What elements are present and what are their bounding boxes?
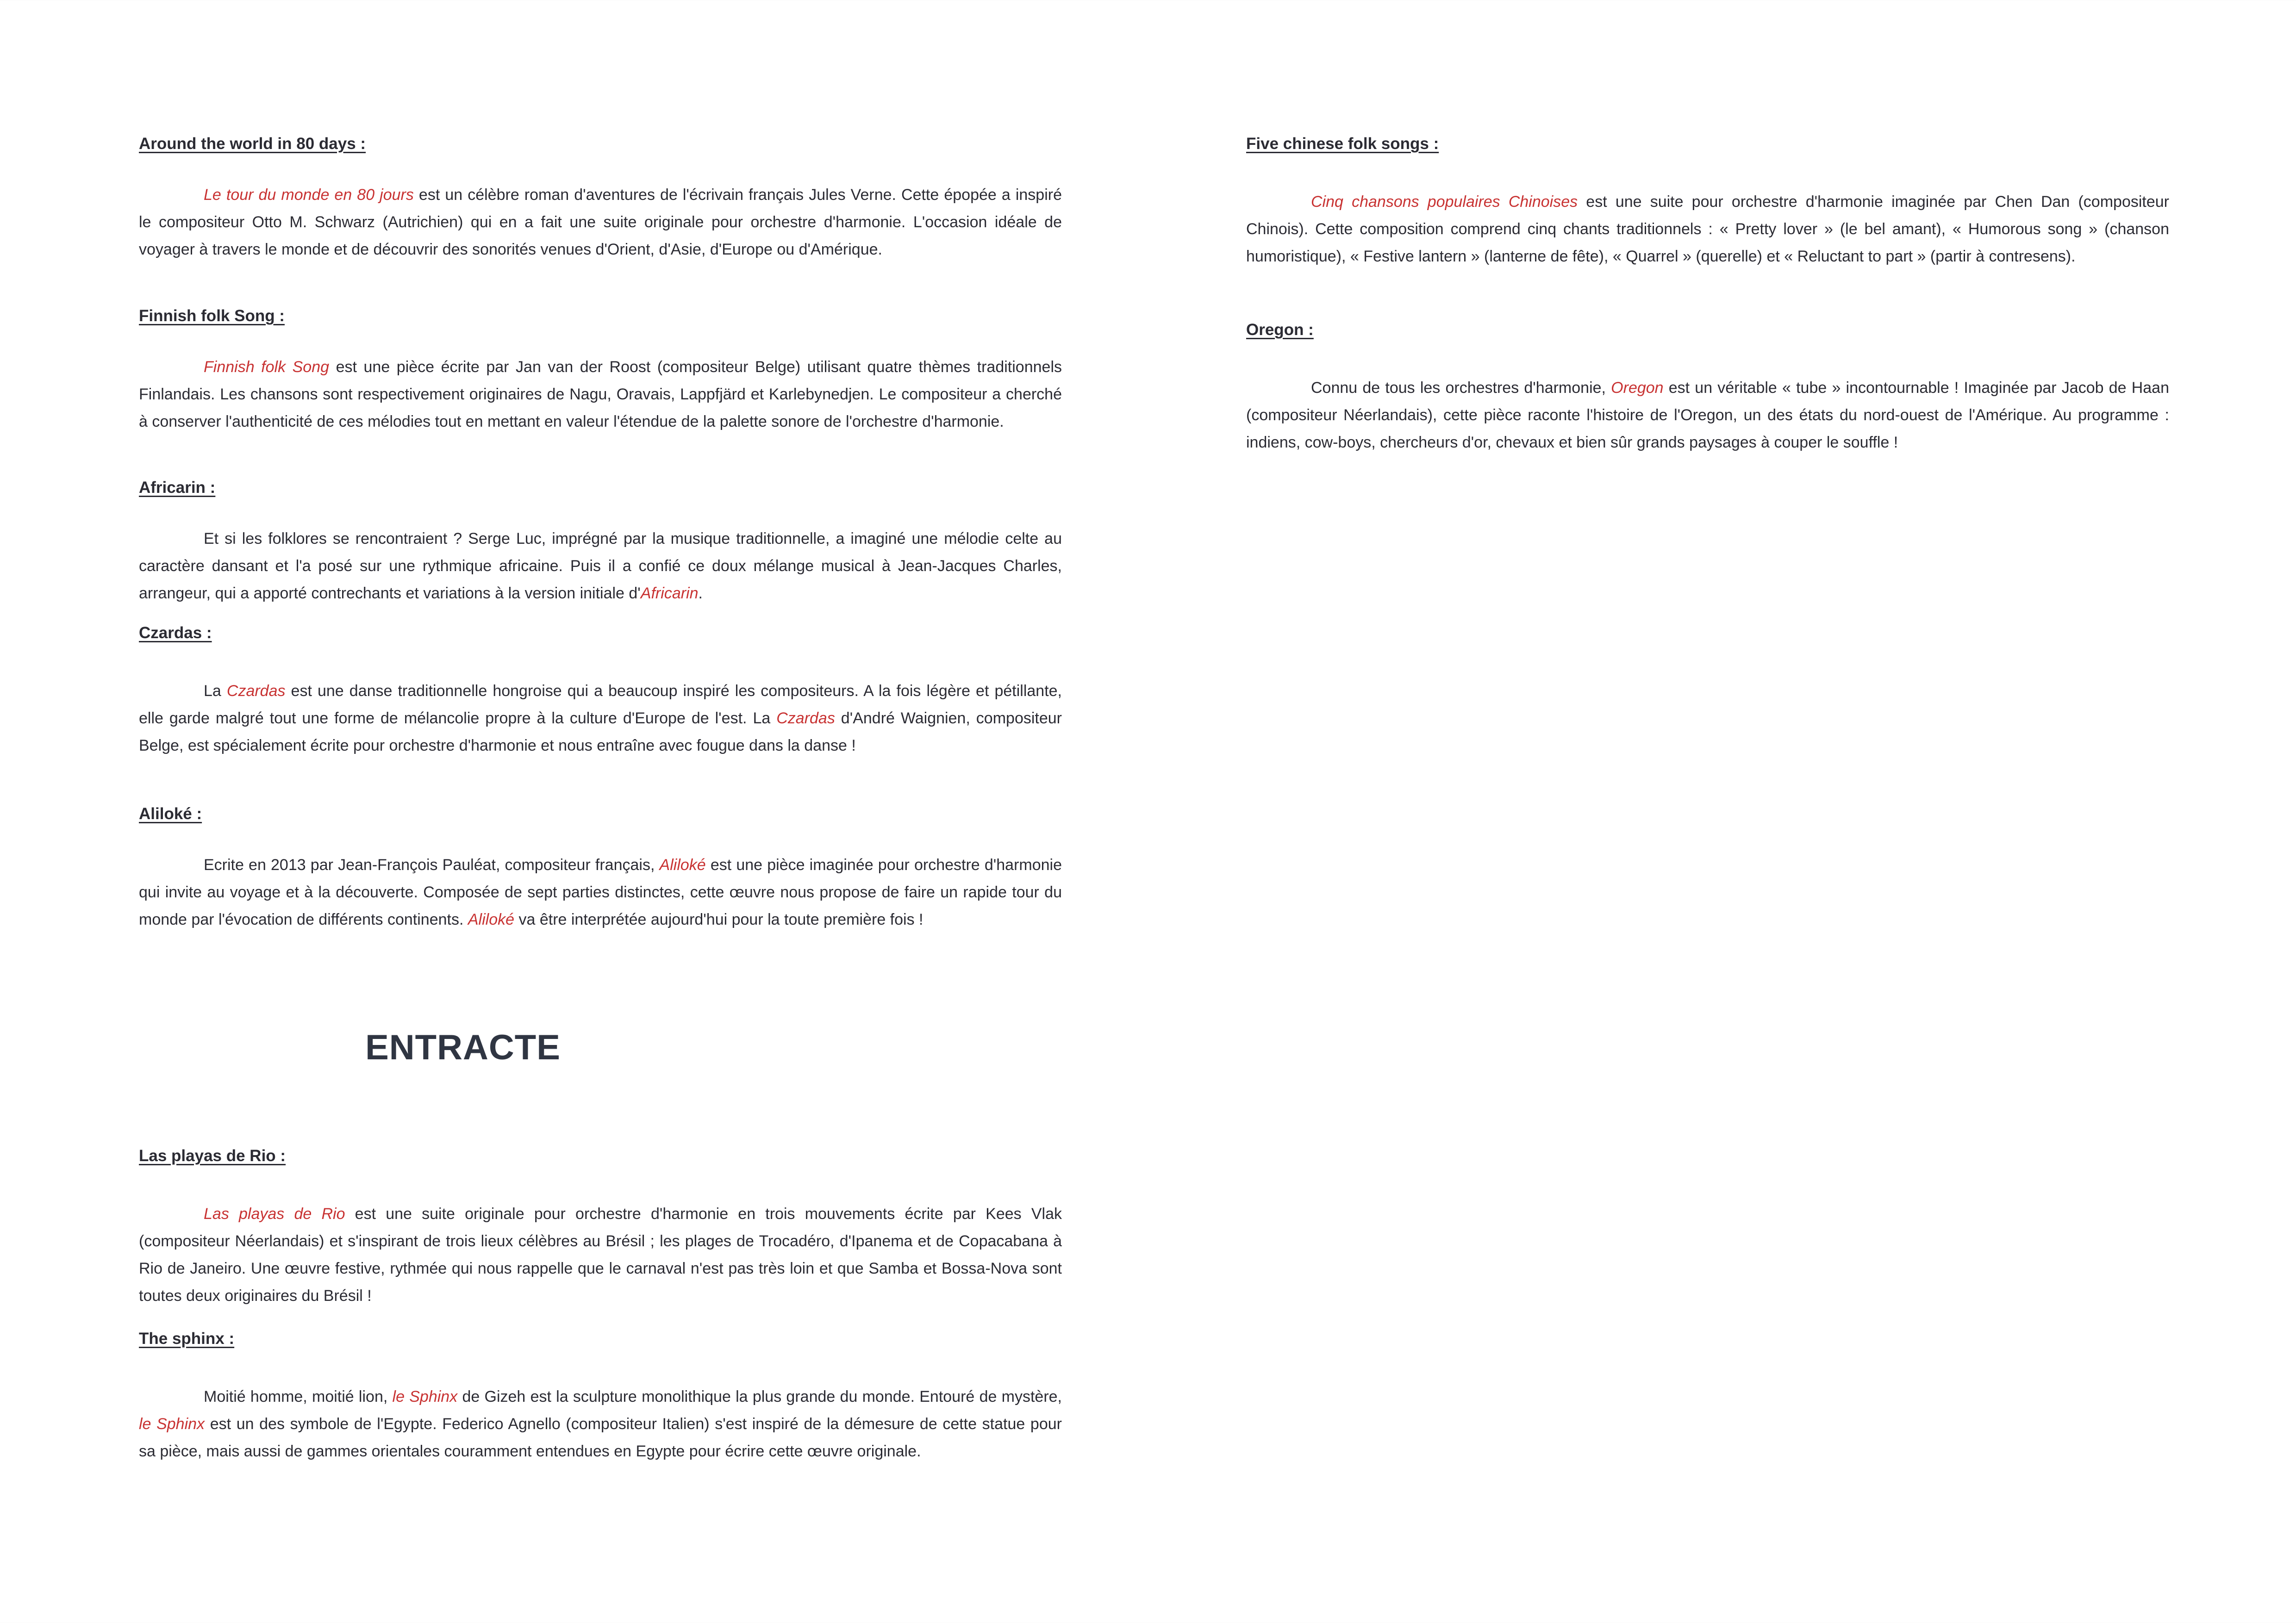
section-five-chinese-folk-songs <box>1246 134 2169 270</box>
text-run: . <box>698 585 703 602</box>
text-run: est une suite pour orchestre d'harmonie imaginée par Chen Dan (compositeur Chinois). Cette composition comprend cinq chants traditionnels : « Pretty lover » (le bel amant), « Humorous song » (chanson humoristique), « Festive lantern » (lanterne de fête), « Quarrel » (querelle) et « Reluctant to part » (partir à contresens). <box>1246 193 2170 265</box>
work-title: Las playas de Rio <box>204 1205 345 1223</box>
work-title: Africarin <box>640 585 699 602</box>
text-run: de Gizeh est la sculpture monolithique la plus grande du monde. Entouré de mystère, <box>457 1388 1062 1405</box>
text-run: est un des symbole de l'Egypte. Federico Agnello (compositeur Italien) s'est inspiré de la démesure de cette statue pour sa pièce, mais aussi de gammes orientales couramment entendues en Egypte pour écrire cette œuvre originale. <box>139 1415 1062 1460</box>
section-paragraph <box>139 678 1062 759</box>
section-heading: The sphinx : <box>139 1330 235 1348</box>
section-paragraph <box>139 1200 1062 1310</box>
work-title: Finnish folk Song <box>204 358 330 376</box>
text-run: Ecrite en 2013 par Jean-François Pauléat, compositeur français, <box>204 856 660 874</box>
work-title: Aliloké <box>659 856 706 874</box>
text-run: d'André Waignien, compositeur Belge, est spécialement écrite pour orchestre d'harmonie et nous entraîne avec fougue dans la danse ! <box>139 709 1062 754</box>
section-heading: Las playas de Rio : <box>139 1147 286 1165</box>
section-paragraph <box>139 525 1062 607</box>
text-run: est un véritable « tube » incontournable ! Imaginée par Jacob de Haan (compositeur Néerlandais), cette pièce raconte l'histoire de l'Oregon, un des états du nord-ouest de l'Amérique. Au programme : indiens, cow-boys, chercheurs d'or, chevaux et bien sûr grands paysages à couper le souffle ! <box>1246 379 2169 451</box>
section-paragraph <box>1246 374 2169 456</box>
text-run: est un célèbre roman d'aventures de l'écrivain français Jules Verne. Cette épopée a inspiré le compositeur Otto M. Schwarz (Autrichien) qui en a fait une suite originale pour orchestre d'harmonie. L'occasion idéale de voyager à travers le monde et de découvrir des sonorités venues d'Orient, d'Asie, d'Europe ou d'Amérique. <box>139 186 1062 258</box>
text-run: est une danse traditionnelle hongroise qui a beaucoup inspiré les compositeurs. A la fois légère et pétillante, elle garde malgré tout une forme de mélancolie propre à la culture d'Europe de l'est. La <box>139 682 1062 727</box>
work-title: Czardas <box>776 709 835 727</box>
text-run: est une suite originale pour orchestre d'harmonie en trois mouvements écrite par Kees Vlak (compositeur Néerlandais) et s'inspirant de trois lieux célèbres au Brésil ; les plages de Trocadéro, d'Ipanema et de Copacabana à Rio de Janeiro. Une œuvre festive, rythmée qui nous rappelle que le carnaval n'est pas très loin et que Samba et Bossa-Nova sont toutes deux originaires du Brésil ! <box>139 1205 1062 1305</box>
work-title: le Sphinx <box>139 1415 205 1433</box>
work-title: Cinq chansons populaires Chinoises <box>1311 193 1578 211</box>
text-run: Moitié homme, moitié lion, <box>204 1388 393 1405</box>
section-aliloke <box>139 804 1062 933</box>
section-heading: Oregon : <box>1246 321 1314 339</box>
section-paragraph <box>139 1383 1062 1465</box>
section-heading: Five chinese folk songs : <box>1246 135 1439 153</box>
section-heading: Around the world in 80 days : <box>139 135 366 153</box>
work-title: Oregon <box>1611 379 1664 397</box>
text-run: est une pièce imaginée pour orchestre d'harmonie qui invite au voyage et à la découverte. Composée de sept parties distinctes, cette œuvre nous propose de faire un rapide tour du monde par l'évocation de différents continents. <box>139 856 1062 928</box>
work-title: le Sphinx <box>392 1388 458 1405</box>
entracte-heading: ENTRACTE <box>365 1028 561 1067</box>
section-paragraph <box>139 181 1062 263</box>
section-finnish-folk-song <box>139 306 1062 435</box>
section-heading: Aliloké : <box>139 805 202 823</box>
section-heading: Finnish folk Song : <box>139 307 285 325</box>
section-czardas <box>139 623 1062 759</box>
section-heading: Africarin : <box>139 479 216 497</box>
section-paragraph <box>1246 188 2169 270</box>
section-las-playas-de-rio <box>139 1146 1062 1310</box>
section-around-the-world <box>139 134 1062 263</box>
text-run: La <box>204 682 227 700</box>
work-title: Aliloké <box>468 911 515 928</box>
text-run: va être interprétée aujourd'hui pour la toute première fois ! <box>514 911 923 928</box>
section-paragraph <box>139 354 1062 435</box>
section-heading: Czardas : <box>139 624 212 642</box>
section-the-sphinx <box>139 1329 1062 1465</box>
section-africarin <box>139 478 1062 607</box>
text-run: Et si les folklores se rencontraient ? Serge Luc, imprégné par la musique traditionnelle, a imaginé une mélodie celte au caractère dansant et l'a posé sur une rythmique africaine. Puis il a confié ce doux mélange musical à Jean-Jacques Charles, arrangeur, qui a apporté contrechants et variations à la version initiale d' <box>139 530 1062 602</box>
section-oregon <box>1246 320 2169 456</box>
text-run: est une pièce écrite par Jan van der Roost (compositeur Belge) utilisant quatre thèmes traditionnels Finlandais. Les chansons sont respectivement originaires de Nagu, Oravais, Lappfjärd et Karlebynedjen. Le compositeur a cherché à conserver l'authenticité de ces mélodies tout en mettant en valeur l'étendue de la palette sonore de l'orchestre d'harmonie. <box>139 358 1062 430</box>
work-title: Le tour du monde en 80 jours <box>204 186 414 204</box>
work-title: Czardas <box>226 682 286 700</box>
text-run: Connu de tous les orchestres d'harmonie, <box>1311 379 1611 397</box>
section-paragraph <box>139 852 1062 933</box>
